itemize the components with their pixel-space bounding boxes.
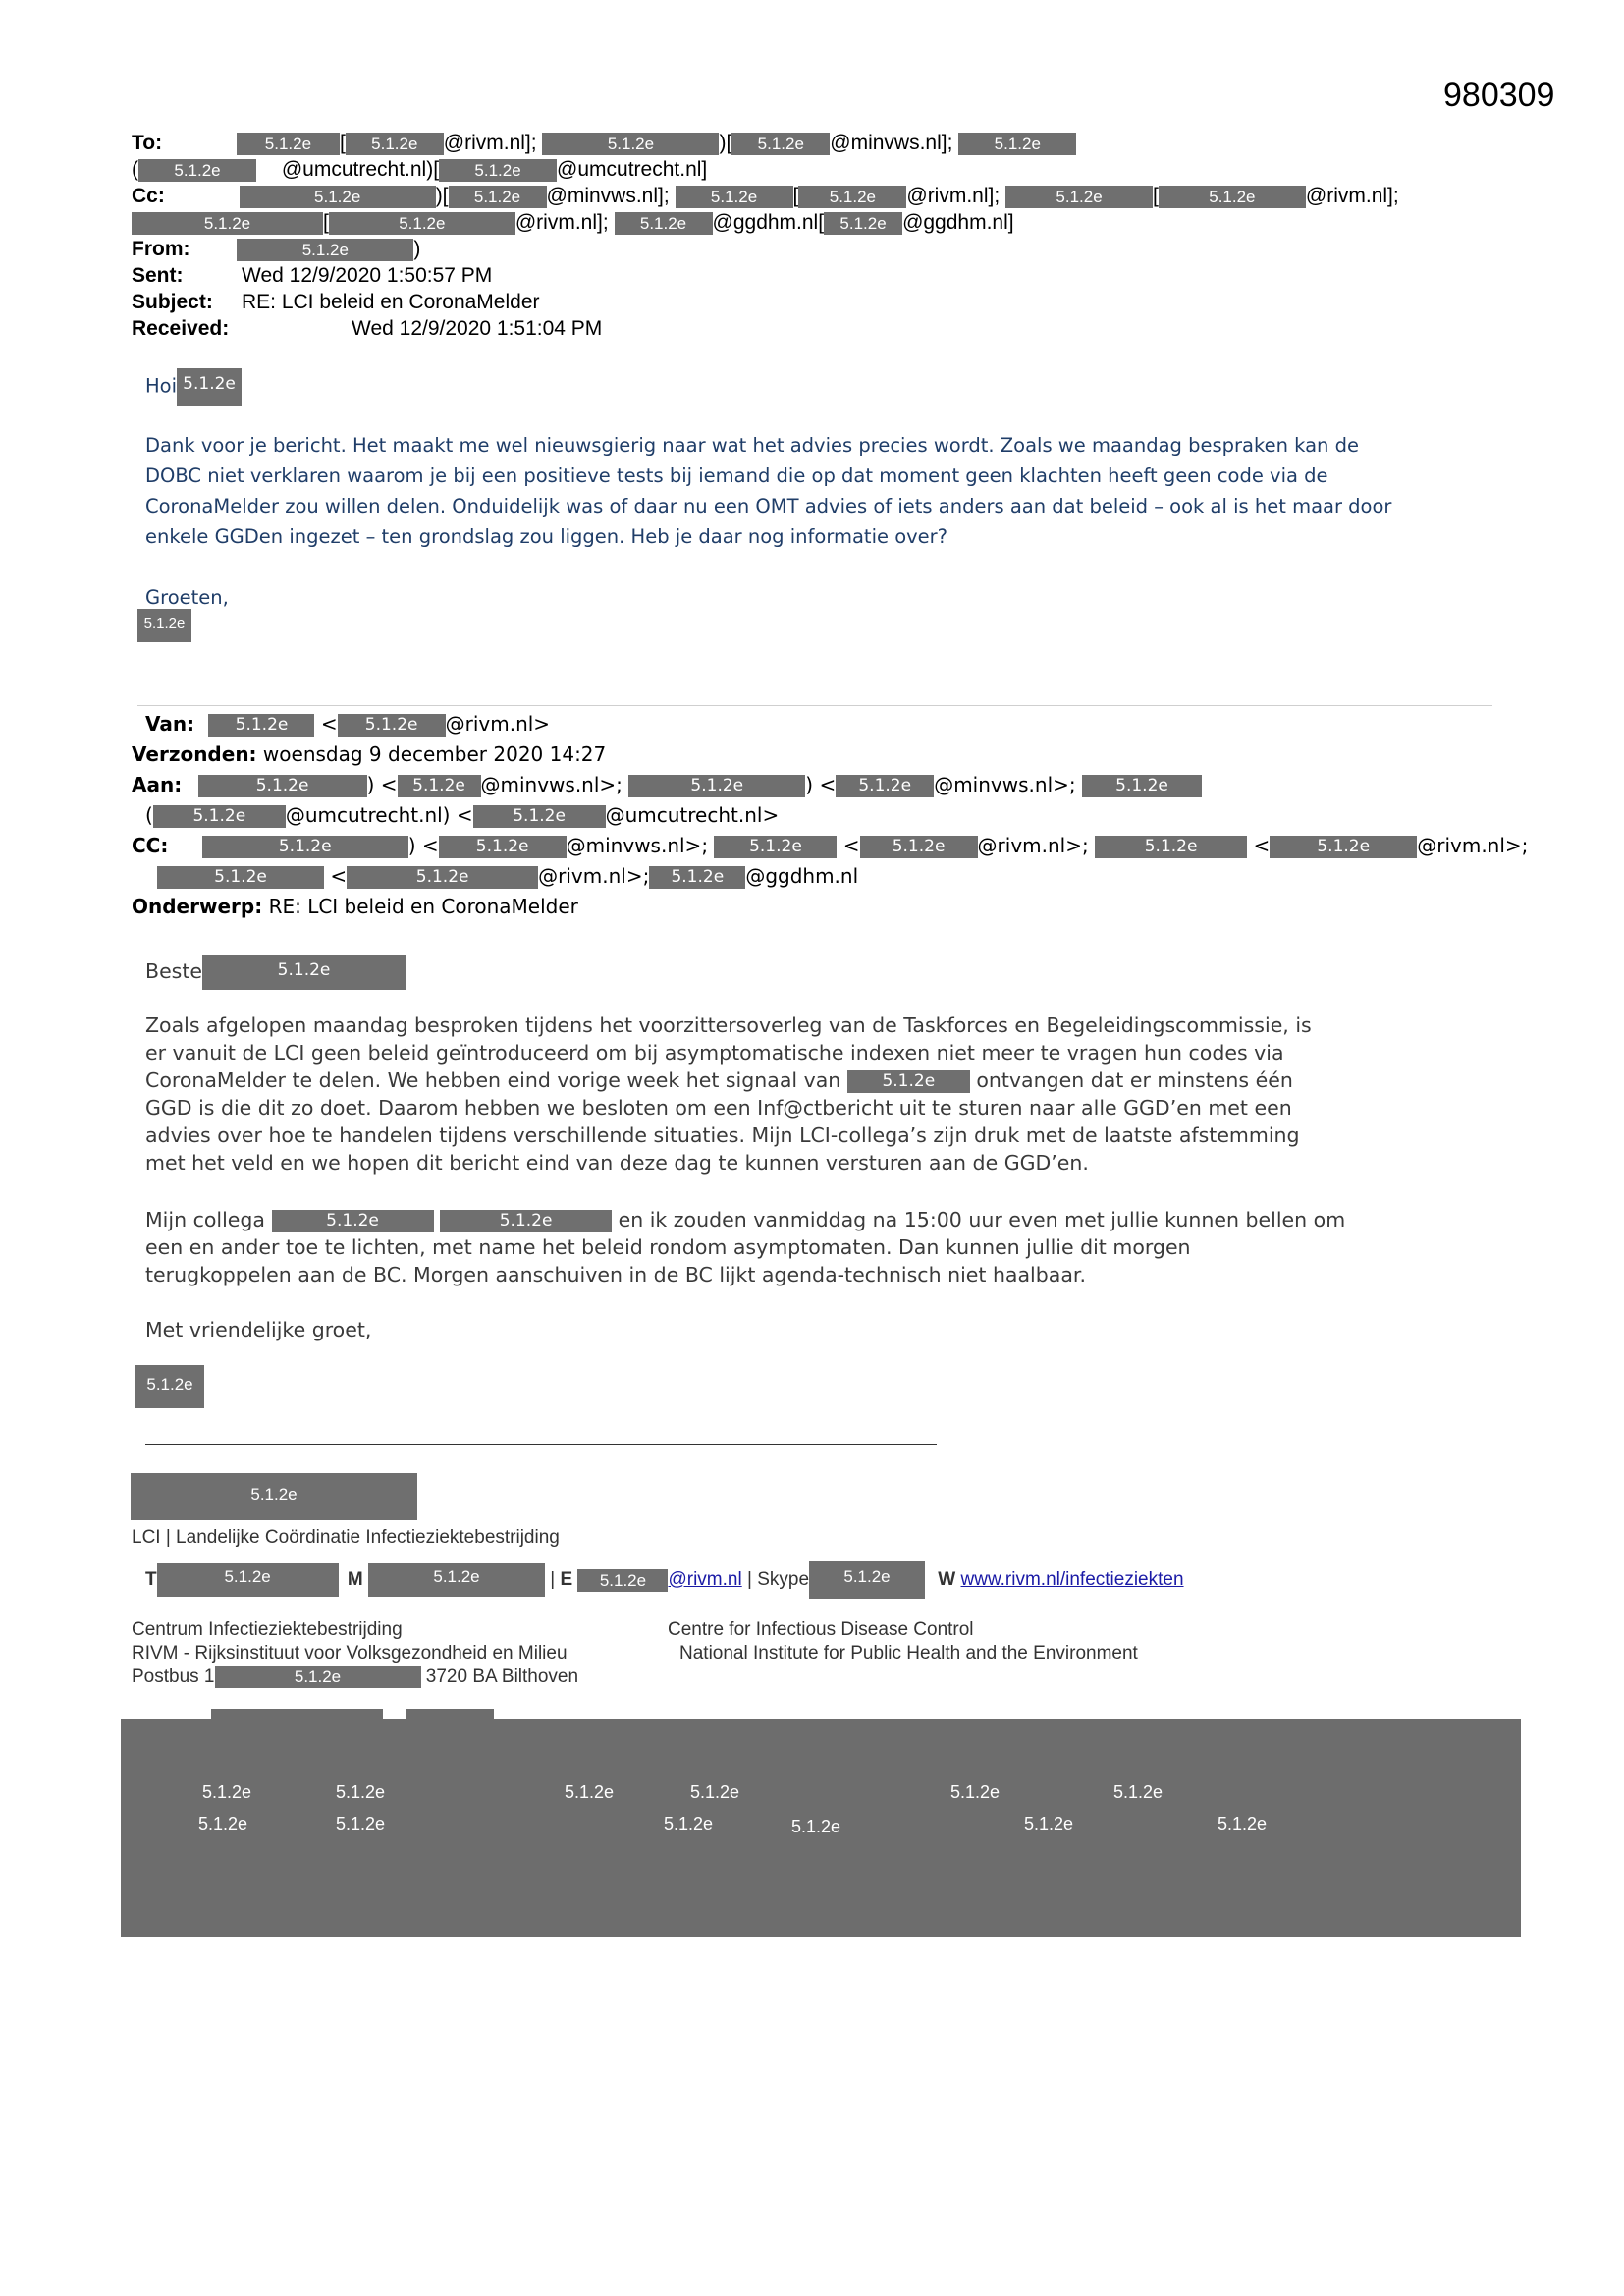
cc-inner-line: CC: 5.1.2e ) < 5.1.2e @minvws.nl>; 5.1.2e < 5.1.2e @rivm.nl>; 5.1.2e < 5.1.2e @rivm.nl>; — [132, 834, 1529, 857]
body-line: terugkoppelen aan de BC. Morgen aanschuiven in de BC lijkt agenda-technisch niet haalbaar. — [145, 1263, 1086, 1286]
aan-line-2: ( 5.1.2e @umcutrecht.nl) < 5.1.2e @umcutrecht.nl> — [145, 803, 780, 827]
cc-line-2: 5.1.2e [ 5.1.2e @rivm.nl]; 5.1.2e @ggdhm.nl[ 5.1.2e @ggdhm.nl] — [132, 209, 1014, 236]
inner-paragraph-2 — [145, 1206, 1345, 1288]
redaction-box: 5.1.2e — [1005, 186, 1153, 208]
redaction-box: 5.1.2e — [157, 1563, 339, 1597]
footer-tab — [211, 1709, 383, 1721]
received-line — [132, 315, 602, 342]
redaction-box: 5.1.2e — [615, 212, 713, 235]
sent-label: Sent: — [132, 264, 184, 287]
to-domain: @minvws.nl]; — [830, 132, 953, 154]
subject-line — [132, 289, 540, 315]
aan-line: Aan: 5.1.2e ) < 5.1.2e @minvws.nl>; 5.1.2e ) < 5.1.2e @minvws.nl>; 5.1.2e — [132, 772, 1202, 798]
redaction-label: 5.1.2e — [690, 1782, 740, 1802]
body-text: en ik zouden vanmiddag na 15:00 uur even met jullie kunnen bellen om — [618, 1208, 1346, 1231]
redaction-box: 5.1.2e — [329, 212, 515, 235]
redaction-box: 5.1.2e — [577, 1569, 668, 1592]
onderwerp-line — [132, 894, 578, 920]
body-text: CoronaMelder te delen. We hebben eind vorige week het signaal van — [145, 1068, 841, 1092]
redaction-label: 5.1.2e — [202, 1782, 252, 1802]
redaction-label: 5.1.2e — [336, 1814, 386, 1833]
body-line: advies over hoe te handelen tijdens verschillende situaties. Mijn LCI-collega’s zijn druk met de laatste afstemming — [145, 1123, 1300, 1147]
redaction-label: 5.1.2e — [1024, 1814, 1074, 1833]
signature-rule — [145, 1444, 937, 1445]
redaction-box: 5.1.2e — [237, 133, 340, 155]
body-text: ontvangen dat er minstens één — [976, 1068, 1293, 1092]
address-line: RIVM - Rijksinstituut voor Volksgezondheid en Milieu — [132, 1643, 568, 1664]
redaction-box: 5.1.2e — [836, 775, 934, 797]
address-text: Postbus 1 — [132, 1667, 215, 1687]
redaction-box: 5.1.2e — [338, 714, 446, 737]
redaction-box: 5.1.2e — [137, 609, 191, 642]
redaction-box: 5.1.2e — [847, 1070, 970, 1093]
redaction-box: 5.1.2e — [202, 836, 408, 858]
body-line: met het veld en we hopen dit bericht eind van deze dag te kunnen versturen aan de GGD’en. — [145, 1151, 1089, 1175]
redaction-label: 5.1.2e — [565, 1782, 615, 1802]
redaction-box: 5.1.2e — [132, 212, 323, 235]
sig-m-label: M — [347, 1569, 363, 1591]
greeting-text: Beste — [145, 959, 203, 983]
redaction-box: 5.1.2e — [157, 866, 324, 889]
body-line: een en ander toe te lichten, met name het beleid rondom asymptomaten. Dan kunnen jullie dit morgen — [145, 1235, 1191, 1259]
aan-label: Aan: — [132, 773, 183, 796]
redaction-box: 5.1.2e — [202, 955, 406, 990]
redaction-box: 5.1.2e — [440, 1210, 612, 1232]
footer-tab — [406, 1709, 494, 1721]
address-text: 3720 BA Bilthoven — [425, 1667, 579, 1687]
body-line: DOBC niet verklaren waarom je bij een positieve tests bij iemand die op dat moment geen klachten heeft geen code via de — [145, 465, 1328, 487]
inner-greeting — [145, 955, 406, 990]
redaction-box: 5.1.2e — [398, 775, 481, 797]
redaction-box: 5.1.2e — [240, 186, 436, 208]
redaction-box: 5.1.2e — [439, 836, 567, 858]
redaction-box: 5.1.2e — [676, 186, 793, 208]
redaction-label: 5.1.2e — [336, 1782, 386, 1802]
cc-domain: @rivm.nl]; — [514, 211, 609, 234]
to-domain: @rivm.nl]; — [443, 132, 537, 154]
received-value: Wed 12/9/2020 1:51:04 PM — [352, 317, 603, 340]
sent-line — [132, 262, 492, 289]
document-number: 980309 — [1443, 77, 1555, 114]
body-line: GGD is die dit zo doet. Daarom hebben we besloten om een Inf@ctbericht uit te sturen naar alle GGD’en met een — [145, 1096, 1292, 1120]
to-domain: @umcutrecht.nl] — [557, 158, 708, 181]
divider — [137, 705, 1492, 706]
body-line: Zoals afgelopen maandag besproken tijdens het voorzittersoverleg van de Taskforces en Begeleidingscommissie, is — [145, 1013, 1312, 1037]
to-label: To: — [132, 132, 163, 154]
cc-label: Cc: — [132, 185, 165, 207]
to-line: To: 5.1.2e [ 5.1.2e @rivm.nl]; 5.1.2e )[ 5.1.2e @minvws.nl]; 5.1.2e — [132, 130, 1076, 156]
redaction-box: 5.1.2e — [135, 1365, 204, 1408]
sig-w-label: W — [938, 1569, 956, 1591]
redaction-label: 5.1.2e — [664, 1814, 714, 1833]
received-label: Received: — [132, 317, 230, 340]
address-line: Centrum Infectieziektebestrijding — [132, 1619, 403, 1640]
redaction-box: 5.1.2e — [958, 133, 1076, 155]
from-label: From: — [132, 238, 190, 260]
from-tail: ) — [413, 238, 421, 260]
redaction-box: 5.1.2e — [208, 714, 314, 737]
redaction-label: 5.1.2e — [1113, 1782, 1164, 1802]
cc-inner-line-2: 5.1.2e < 5.1.2e @rivm.nl>; 5.1.2e @ggdhm.nl — [157, 863, 858, 890]
redaction-box: 5.1.2e — [177, 368, 242, 406]
from-line — [132, 236, 420, 262]
redaction-box: 5.1.2e — [628, 775, 805, 797]
redaction-box: 5.1.2e — [368, 1563, 545, 1597]
address-line: Centre for Infectious Disease Control — [668, 1619, 974, 1640]
cc-line: Cc: 5.1.2e )[ 5.1.2e @minvws.nl]; 5.1.2e [ 5.1.2e @rivm.nl]; 5.1.2e [ 5.1.2e @rivm.nl]; — [132, 185, 1399, 207]
redaction-box: 5.1.2e — [1082, 775, 1202, 797]
body-line: enkele GGDen ingezet – ten grondslag zou liggen. Heb je daar nog informatie over? — [145, 525, 948, 548]
body-line — [145, 1206, 1345, 1233]
redaction-box: 5.1.2e — [272, 1210, 434, 1232]
redaction-box: 5.1.2e — [449, 186, 547, 208]
sig-website-link[interactable]: www.rivm.nl/infectieziekten — [960, 1569, 1184, 1591]
redaction-label: 5.1.2e — [1218, 1814, 1268, 1833]
cc-domain: @ggdhm.nl] — [902, 211, 1014, 234]
cc-domain: @ggdhm.nl[ — [712, 211, 825, 234]
redaction-box: 5.1.2e — [824, 212, 902, 235]
sig-skype-label: | Skype — [746, 1569, 810, 1591]
body-line: er vanuit de LCI geen beleid geïntroduceerd om bij asymptomatische indexen niet meer te vragen hun codes via — [145, 1041, 1284, 1065]
redaction-box: 5.1.2e — [860, 836, 978, 858]
to-line-2: ( 5.1.2e @umcutrecht.nl)[ 5.1.2e @umcutrecht.nl] — [132, 158, 708, 181]
to-domain: @umcutrecht.nl)[ — [281, 158, 440, 181]
redaction-box: 5.1.2e — [473, 805, 606, 828]
onderwerp-label: Onderwerp: — [132, 895, 263, 918]
redaction-box: 5.1.2e — [714, 836, 837, 858]
redaction-label: 5.1.2e — [950, 1782, 1001, 1802]
cc-domain: @rivm.nl]; — [906, 185, 1001, 207]
inner-closing: Met vriendelijke groet, — [145, 1318, 372, 1341]
redaction-box: 5.1.2e — [731, 133, 830, 155]
redaction-box: 5.1.2e — [649, 866, 745, 889]
redaction-box: 5.1.2e — [798, 186, 906, 208]
body-text: Mijn collega — [145, 1208, 265, 1231]
subject-value: RE: LCI beleid en CoronaMelder — [242, 291, 540, 313]
sent-value: Wed 12/9/2020 1:50:57 PM — [242, 264, 493, 287]
verzonden-line — [132, 741, 606, 768]
redaction-label: 5.1.2e — [198, 1814, 248, 1833]
verzonden-label: Verzonden: — [132, 742, 257, 766]
outer-greeting — [145, 368, 242, 406]
to-domain: )[ — [719, 132, 732, 154]
redaction-box: 5.1.2e — [809, 1561, 925, 1599]
body-line — [145, 1066, 1312, 1094]
van-tail: @rivm.nl> — [445, 712, 551, 736]
signature-contact-line: T 5.1.2e M 5.1.2e | E 5.1.2e @rivm.nl | Skype 5.1.2e W www.rivm.nl/infectieziekten — [145, 1561, 1184, 1599]
redaction-box: 5.1.2e — [153, 805, 286, 828]
sig-email-link[interactable]: @rivm.nl — [668, 1569, 742, 1591]
redaction-box: 5.1.2e — [346, 133, 444, 155]
greeting-text: Hoi — [145, 374, 178, 398]
address-left — [132, 1618, 578, 1689]
redaction-box: 5.1.2e — [215, 1666, 421, 1688]
cc-inner-label: CC: — [132, 834, 169, 857]
redaction-box: 5.1.2e — [198, 775, 367, 797]
cc-domain: )[ — [435, 185, 449, 207]
body-line: CoronaMelder zou willen delen. Onduidelijk was of daar nu een OMT advies of iets anders aan dat beleid – ook al is het maar door — [145, 495, 1392, 518]
redaction-box: 5.1.2e — [439, 159, 557, 182]
verzonden-value: woensdag 9 december 2020 14:27 — [262, 742, 607, 766]
inner-paragraph-1 — [145, 1011, 1312, 1176]
van-line: Van: 5.1.2e < 5.1.2e @rivm.nl> — [145, 712, 551, 736]
address-line: National Institute for Public Health and the Environment — [679, 1643, 1138, 1664]
redaction-box: 5.1.2e — [1095, 836, 1247, 858]
sig-e-label: E — [560, 1569, 573, 1591]
redaction-box: 5.1.2e — [542, 133, 719, 155]
outer-body — [145, 430, 1391, 552]
outer-closing: Groeten, — [145, 586, 229, 609]
redaction-label: 5.1.2e — [791, 1817, 841, 1836]
redaction-box: 5.1.2e — [237, 239, 413, 261]
redaction-box: 5.1.2e — [138, 159, 256, 182]
sig-t-label: T — [145, 1569, 157, 1591]
subject-label: Subject: — [132, 291, 213, 313]
address-right — [668, 1618, 1138, 1666]
redaction-box: 5.1.2e — [131, 1473, 417, 1520]
van-label: Van: — [145, 712, 195, 736]
signature-org: LCI | Landelijke Coördinatie Infectieziektebestrijding — [132, 1527, 560, 1548]
redaction-box: 5.1.2e — [1159, 186, 1306, 208]
body-line: Dank voor je bericht. Het maakt me wel nieuwsgierig naar wat het advies precies wordt. Zoals we maandag bespraken kan de — [145, 434, 1359, 457]
onderwerp-value: RE: LCI beleid en CoronaMelder — [268, 895, 578, 918]
redaction-box: 5.1.2e — [347, 866, 538, 889]
cc-domain: @rivm.nl]; — [1305, 185, 1399, 207]
address-line — [132, 1666, 578, 1689]
redaction-box: 5.1.2e — [1270, 836, 1417, 858]
cc-domain: @minvws.nl]; — [546, 185, 670, 207]
